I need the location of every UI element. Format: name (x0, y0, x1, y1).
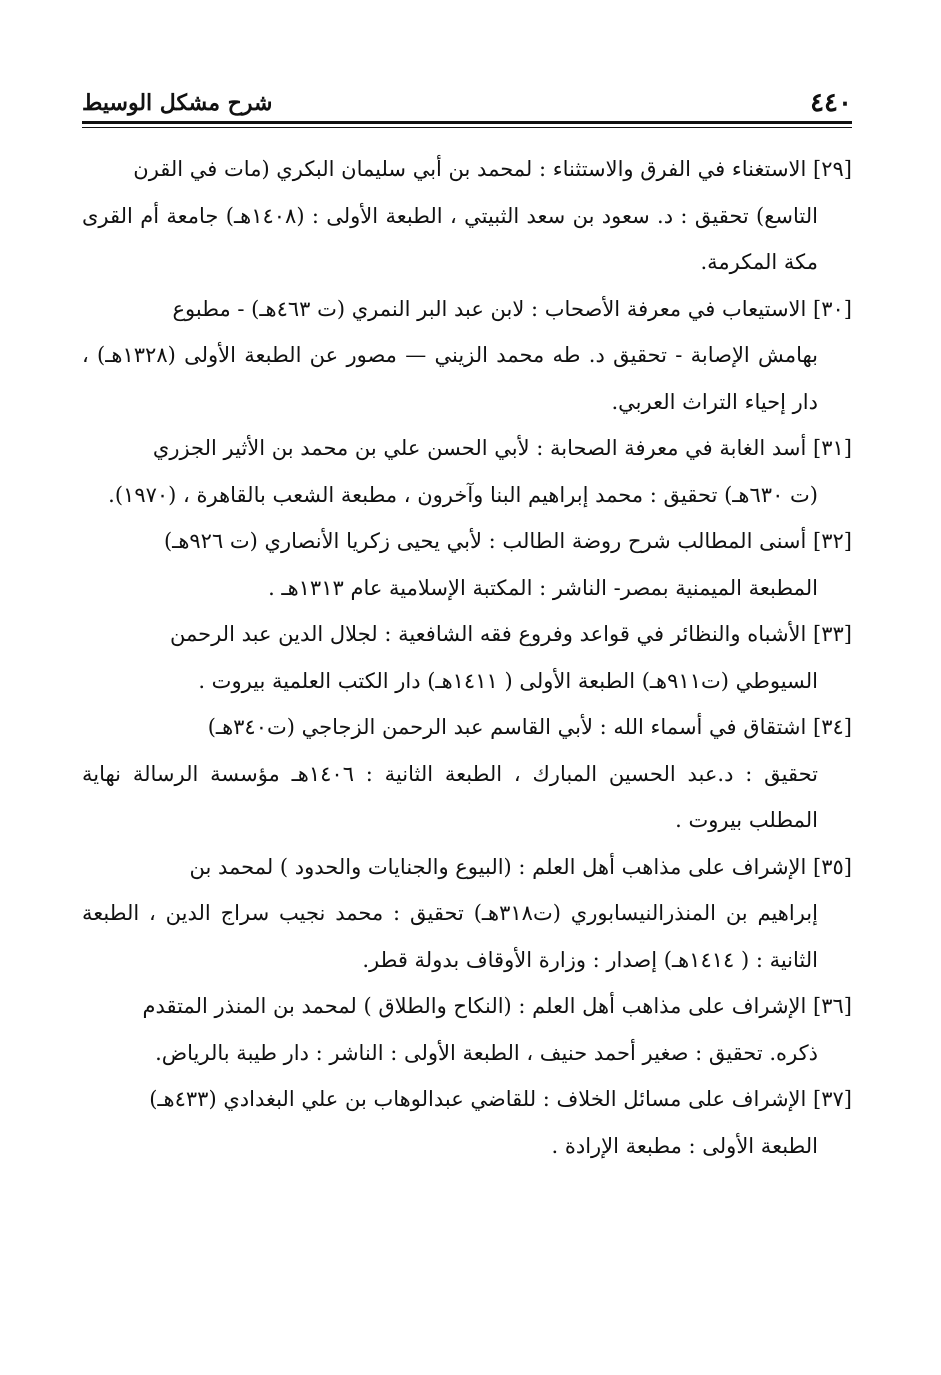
reference-continuation: بهامش الإصابة - تحقيق د. طه محمد الزيني — مصور عن الطبعة الأولى (١٣٢٨هـ) ، دار إحياء التراث العربي. (82, 343, 818, 414)
reference-entry-31 (82, 425, 852, 518)
reference-continuation: المطبعة الميمنية بمصر- الناشر : المكتبة الإسلامية عام ١٣١٣هـ . (268, 575, 818, 600)
reference-first-line: [٣٢] أسنى المطالب شرح روضة الطالب : لأبي يحيى زكريا الأنصاري (ت ٩٢٦هـ) (163, 529, 852, 553)
header-rule-thick (82, 121, 852, 124)
reference-first-line: [٣٥] الإشراف على مذاهب أهل العلم : (البيوع والجنايات والحدود ) لمحمد بن (189, 854, 852, 879)
reference-continuation: إبراهيم بن المنذرالنيسابوري (ت٣١٨هـ) تحقيق : محمد نجيب سراج الدين ، الطبعة الثانية : ( ١٤١٤هـ) إصدار : وزارة الأوقاف بدولة قطر. (82, 901, 818, 972)
reference-first-line: [٢٩] الاستغناء في الفرق والاستثناء : لمحمد بن أبي سليمان البكري (مات في القرن (133, 157, 852, 181)
reference-entry-36 (82, 983, 852, 1076)
reference-first-line: [٣٣] الأشباه والنظائر في قواعد وفروع فقه الشافعية : لجلال الدين عبد الرحمن (169, 622, 852, 646)
reference-first-line: [٣٠] الاستيعاب في معرفة الأصحاب : لابن عبد البر النمري (ت ٤٦٣هـ) - مطبوع (172, 296, 852, 321)
page-number: ٤٤٠ (810, 88, 852, 118)
header-rule-thin (82, 127, 852, 128)
reference-first-line: [٣٧] الإشراف على مسائل الخلاف : للقاضي عبدالوهاب بن علي البغدادي (٤٣٣هـ) (149, 1087, 852, 1111)
reference-continuation: السيوطي (ت٩١١هـ) الطبعة الأولى ( ١٤١١هـ) دار الكتب العلمية بيروت . (198, 668, 818, 693)
reference-entry-33 (82, 611, 852, 704)
reference-continuation: تحقيق : د.عبد الحسين المبارك ، الطبعة الثانية : ١٤٠٦هـ مؤسسة الرسالة نهاية المطلب بيروت . (82, 761, 819, 832)
reference-first-line: [٣٦] الإشراف على مذاهب أهل العلم : (النكاح والطلاق ) لمحمد بن المنذر المتقدم (142, 994, 852, 1018)
reference-continuation: (ت ٦٣٠هـ) تحقيق : محمد إبراهيم البنا وآخرون ، مطبعة الشعب بالقاهرة ، (١٩٧٠). (108, 482, 818, 507)
reference-continuation: ذكره. تحقيق : صغير أحمد حنيف ، الطبعة الأولى : الناشر : دار طيبة بالرياض. (155, 1040, 818, 1065)
reference-entry-30 (82, 286, 852, 426)
reference-entry-32 (82, 518, 852, 611)
page-header (82, 88, 852, 122)
running-title: شرح مشكل الوسيط (82, 90, 273, 116)
reference-entry-34 (82, 704, 852, 844)
reference-continuation: التاسع) تحقيق : د. سعود بن سعد الثبيتي ، الطبعة الأولى : (١٤٠٨هـ) جامعة أم القرى مكة المكرمة. (82, 203, 818, 274)
reference-first-line: [٣١] أسد الغابة في معرفة الصحابة : لأبي الحسن علي بن محمد بن الأثير الجزري (152, 436, 852, 460)
reference-entry-29 (82, 146, 852, 286)
reference-first-line: [٣٤] اشتقاق في أسماء الله : لأبي القاسم عبد الرحمن الزجاجي (ت٣٤٠هـ) (207, 715, 852, 739)
reference-list (82, 146, 852, 1169)
reference-continuation: الطبعة الأولى : مطبعة الإرادة . (551, 1133, 818, 1158)
reference-entry-35 (82, 844, 852, 984)
reference-entry-37 (82, 1076, 852, 1169)
